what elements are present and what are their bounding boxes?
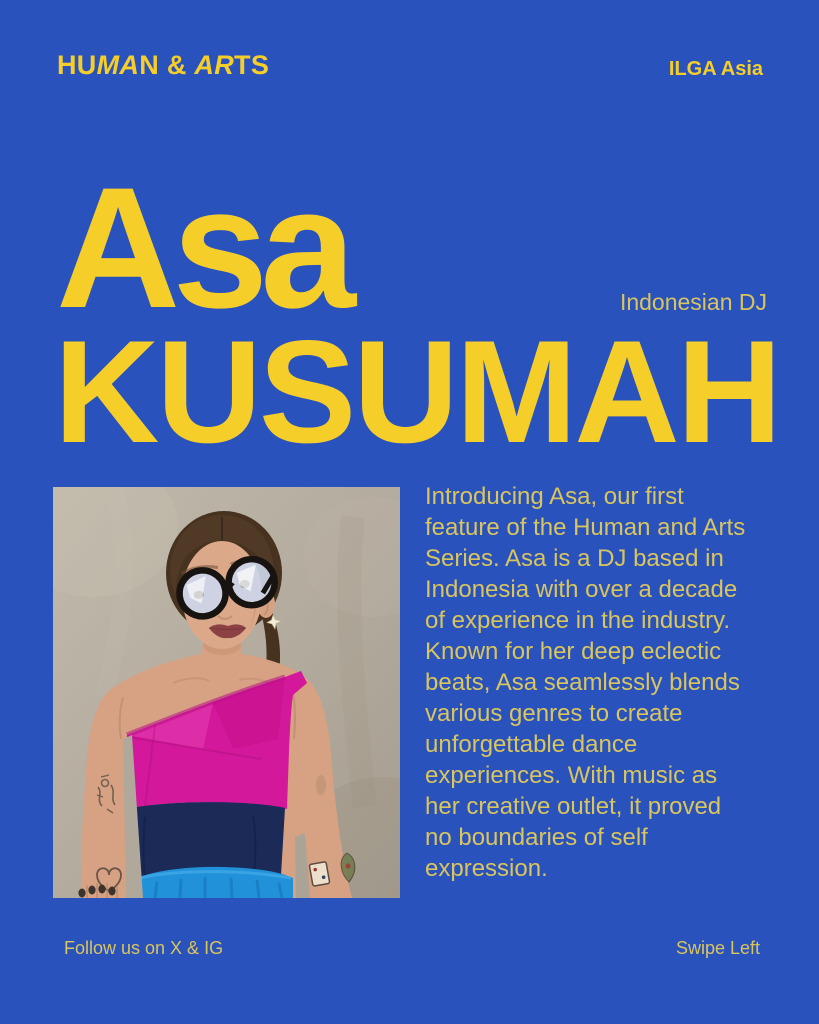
paragraph-line: Indonesia with over a decade: [425, 576, 738, 603]
paragraph-line: unforgettable dance: [425, 731, 638, 758]
paragraph-line: beats, Asa seamlessly blends: [425, 669, 740, 696]
footer-social-label: Follow us on X & IG: [64, 938, 224, 958]
logo-segment: MA: [96, 50, 140, 80]
first-name-heading: Asa: [56, 152, 349, 344]
card-tattoo: [309, 862, 330, 887]
last-name-heading: KUSUMAH: [54, 310, 780, 473]
paragraph-line: Series. Asa is a DJ based in: [425, 545, 724, 572]
logo-segment: &: [159, 50, 195, 80]
paragraph-line: no boundaries of self: [425, 824, 648, 851]
paragraph-line: experiences. With music as: [425, 762, 718, 789]
logo-segment: TS: [234, 50, 270, 80]
role-label: Indonesian DJ: [619, 289, 767, 315]
paragraph-line: her creative outlet, it proved: [425, 793, 722, 820]
paragraph-line: expression.: [425, 855, 548, 882]
portrait-photo: [53, 487, 400, 898]
brand-logo: [57, 50, 269, 81]
paragraph-line: Introducing Asa, our first: [425, 483, 684, 510]
paragraph-line: various genres to create: [425, 700, 683, 727]
paragraph-line: feature of the Human and Arts: [425, 514, 746, 541]
footer-swipe-label: Swipe Left: [675, 938, 760, 958]
description-paragraph: [425, 481, 745, 884]
paragraph-line: of experience in the industry.: [425, 607, 731, 634]
paragraph-line: Known for her deep eclectic: [425, 638, 722, 665]
logo-segment: HU: [57, 50, 97, 80]
partner-label: ILGA Asia: [668, 58, 763, 80]
logo-segment: N: [139, 50, 160, 80]
logo-segment: AR: [194, 50, 235, 80]
